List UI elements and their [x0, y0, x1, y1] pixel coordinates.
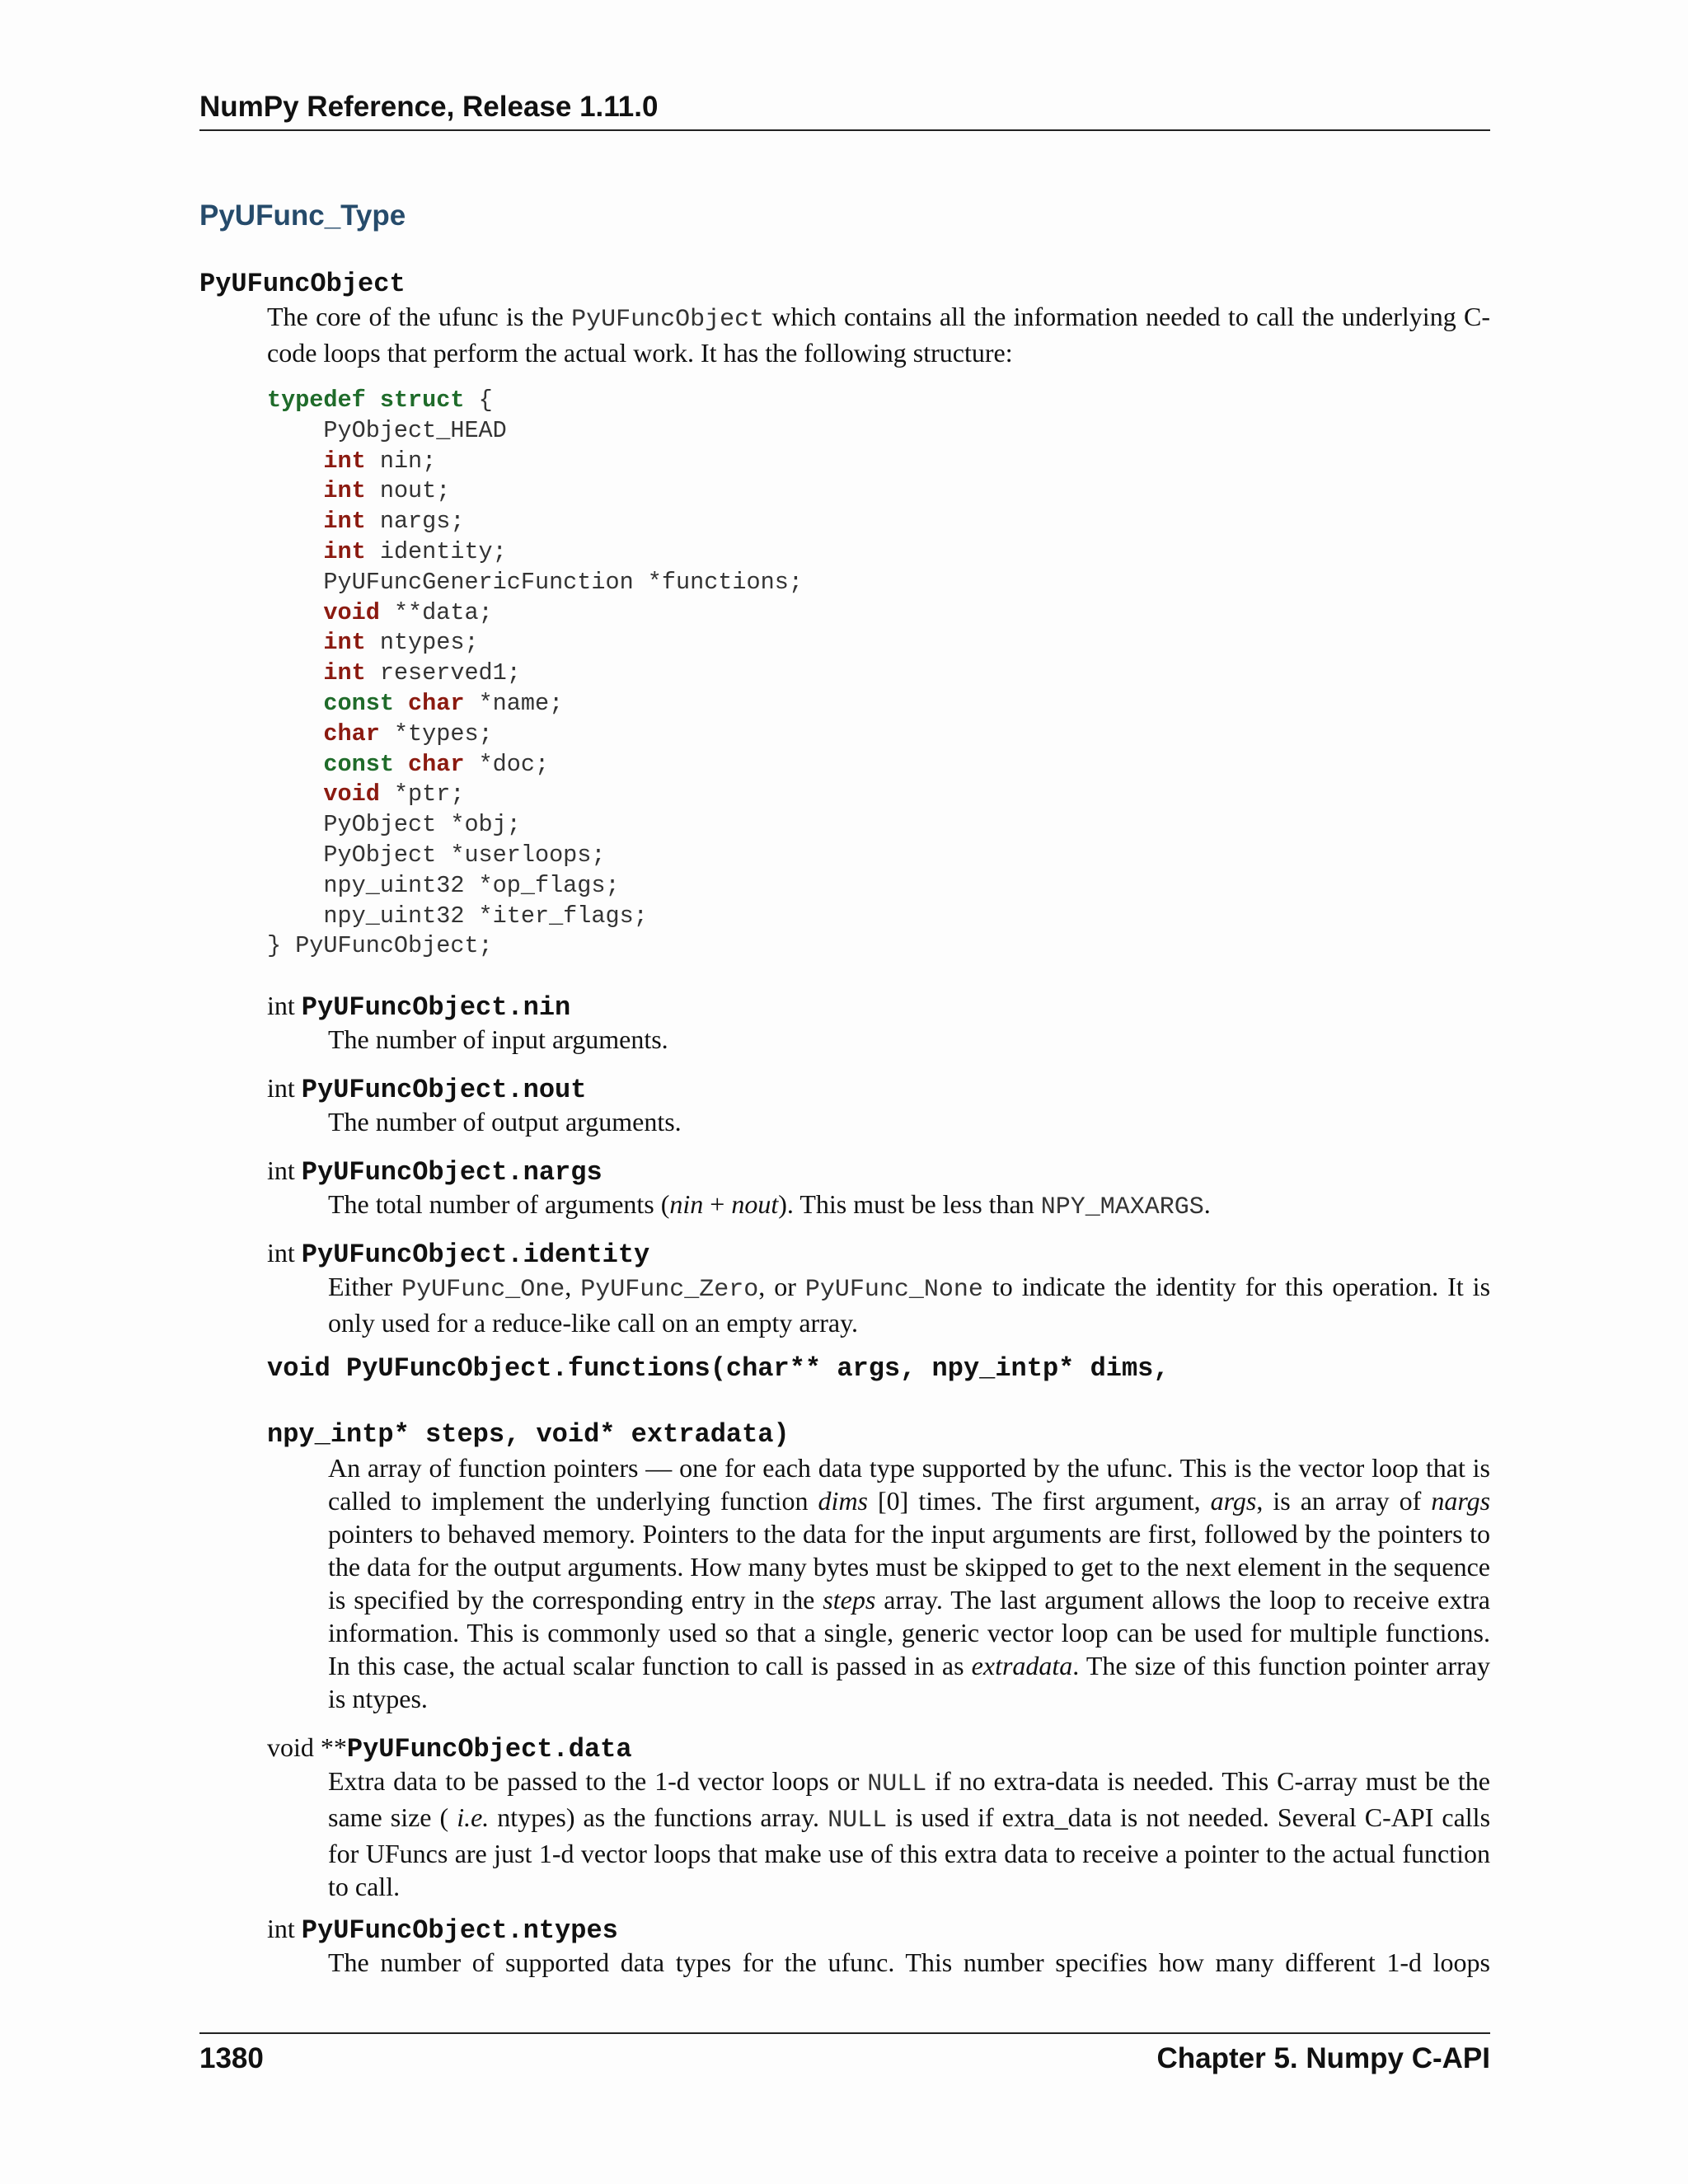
object-signature: PyUFuncObject	[199, 269, 406, 299]
text: pointers to behaved memory. Pointers to the data for the input arguments are first, followed by the pointers to the data for the output arguments. How many bytes must be skipped to get to the next element in the sequence is specified by the corresponding entry in the	[328, 1519, 1490, 1615]
member-nout-signature	[267, 1073, 586, 1105]
text: The total number of arguments (	[328, 1189, 670, 1219]
code-line	[267, 872, 620, 899]
code-line	[267, 538, 507, 565]
text: [0] times. The first argument,	[868, 1486, 1211, 1516]
member-type: int	[267, 991, 302, 1020]
text: Extra data to be passed to the 1-d vector loops or	[328, 1766, 868, 1796]
code-keyword: const	[323, 689, 394, 717]
code-text: } PyUFuncObject;	[267, 932, 493, 960]
constant-name: PyUFunc_None	[804, 1276, 983, 1304]
code-line	[267, 387, 493, 414]
text-italic: nargs	[1431, 1486, 1491, 1516]
code-text: PyObject_HEAD	[323, 416, 507, 444]
object-desc-text: The core of the ufunc is the	[267, 302, 572, 331]
member-data-description	[328, 1765, 1490, 1903]
constant-name: PyUFunc_One	[401, 1276, 565, 1304]
code-keyword: int	[323, 508, 366, 536]
code-text: nargs;	[365, 508, 465, 536]
code-text: *types;	[379, 719, 493, 748]
code-line	[267, 417, 507, 444]
member-functions-signature-line2: npy_intp* steps, void* extradata)	[267, 1419, 790, 1450]
header-rule	[199, 129, 1490, 131]
code-line	[267, 841, 605, 869]
code-text: npy_uint32 *op_flags;	[323, 871, 620, 899]
text-italic: steps	[823, 1585, 876, 1615]
text: Either	[328, 1272, 402, 1301]
member-ntypes-description: The number of supported data types for the ufunc. This number specifies how many different 1-d loops	[328, 1947, 1490, 1977]
page-number: 1380	[199, 2042, 264, 2074]
member-nout-description: The number of output arguments.	[328, 1107, 682, 1137]
code-keyword: typedef	[267, 387, 366, 414]
member-ntypes-signature	[267, 1914, 618, 1946]
code-text	[394, 690, 408, 717]
member-name: PyUFuncObject.nout	[301, 1075, 587, 1105]
code-keyword: int	[323, 447, 366, 475]
text: ). This must be less than	[778, 1189, 1041, 1219]
constant-name: NULL	[867, 1770, 927, 1798]
member-nin-description: The number of input arguments.	[328, 1024, 668, 1054]
text-italic: extradata	[971, 1651, 1073, 1680]
code-keyword: char	[408, 689, 465, 717]
member-type: int	[267, 1073, 302, 1103]
footer-rule	[199, 2032, 1490, 2034]
code-text: *doc;	[464, 750, 550, 778]
code-keyword: int	[323, 537, 366, 565]
member-nin-signature	[267, 991, 570, 1023]
code-text: identity;	[365, 537, 507, 565]
text: to indicate the identity for this operation. It is only used for a reduce-like call on an empty array.	[328, 1272, 1491, 1338]
code-text: nout;	[365, 477, 451, 505]
code-line	[267, 477, 450, 504]
code-text: *name;	[464, 689, 564, 717]
constant-name: PyUFunc_Zero	[580, 1276, 759, 1304]
code-line	[267, 811, 521, 838]
member-identity-signature	[267, 1238, 649, 1270]
code-text: reserved1;	[365, 659, 521, 687]
member-type: int	[267, 1155, 302, 1185]
member-type: int	[267, 1914, 302, 1943]
text: is used if extra_data is not needed. Several C-API calls for UFuncs are just 1-d vector loops that make use of this extra data to receive a pointer to the actual function to call.	[328, 1802, 1491, 1901]
code-text	[366, 387, 380, 414]
member-nargs-signature	[267, 1155, 603, 1188]
text: An array of function pointers — one for each data type supported by the ufunc. This is the vector loop that is called to implement the underlying function	[328, 1453, 1490, 1516]
code-keyword: void	[323, 598, 380, 626]
member-type: int	[267, 1238, 302, 1268]
code-line	[267, 659, 521, 687]
code-text: *ptr;	[379, 780, 465, 808]
text: , or	[758, 1272, 805, 1301]
code-line	[267, 448, 436, 475]
code-line	[267, 569, 803, 596]
text: ntypes) as the functions array.	[489, 1802, 828, 1832]
section-title: PyUFunc_Type	[199, 199, 406, 232]
code-keyword: void	[323, 780, 380, 808]
code-line	[267, 902, 648, 930]
member-name: PyUFuncObject.nin	[301, 992, 571, 1023]
code-text: ntypes;	[365, 629, 479, 657]
object-desc-text-2: which contains all the information needed to call the underlying C-code loops that perform the actual work. It has the following structure:	[267, 302, 1491, 368]
code-keyword: int	[323, 659, 366, 687]
object-description	[267, 300, 1490, 369]
code-keyword: char	[408, 750, 465, 778]
member-functions-signature-line1: void PyUFuncObject.functions(char** args, npy_intp* dims,	[267, 1353, 1170, 1384]
text-italic: i.e.	[457, 1802, 490, 1832]
code-keyword: int	[323, 629, 366, 657]
code-keyword: char	[323, 719, 380, 748]
code-text: **data;	[379, 598, 493, 626]
code-line	[267, 932, 493, 959]
code-line	[267, 780, 464, 808]
code-keyword: struct	[379, 387, 465, 414]
code-text: nin;	[365, 447, 437, 475]
text-italic: nin	[669, 1189, 704, 1219]
code-keyword: const	[323, 750, 394, 778]
code-keyword: int	[323, 477, 366, 505]
code-text: PyObject *obj;	[323, 811, 521, 839]
member-data-signature	[267, 1732, 632, 1765]
code-text: {	[464, 387, 493, 414]
running-header: NumPy Reference, Release 1.11.0	[199, 91, 659, 123]
member-name: PyUFuncObject.nargs	[301, 1157, 603, 1188]
text-italic: nout	[731, 1189, 779, 1219]
struct-code-block	[267, 386, 803, 962]
code-text: PyObject *userloops;	[323, 841, 606, 869]
text: if no extra-data is needed. This C-array must be the same size (	[328, 1766, 1491, 1832]
chapter-title: Chapter 5. Numpy C-API	[1156, 2042, 1490, 2074]
text: ,	[565, 1272, 581, 1301]
text-italic: args	[1210, 1486, 1257, 1516]
member-name: PyUFuncObject.identity	[301, 1240, 650, 1270]
text-italic: dims	[818, 1486, 868, 1516]
code-line	[267, 599, 493, 626]
constant-name: NPY_MAXARGS	[1040, 1193, 1204, 1221]
code-line	[267, 508, 464, 535]
member-identity-description	[328, 1270, 1490, 1339]
code-line	[267, 629, 479, 656]
code-text: npy_uint32 *iter_flags;	[323, 902, 648, 930]
member-name: PyUFuncObject.ntypes	[301, 1915, 618, 1946]
code-text: PyUFuncGenericFunction *functions;	[323, 568, 803, 596]
text: +	[703, 1189, 732, 1219]
object-link[interactable]: PyUFuncObject	[571, 306, 765, 334]
text: . The size of this function pointer array is ntypes.	[328, 1651, 1491, 1713]
member-name: PyUFuncObject.data	[346, 1734, 632, 1765]
code-text	[394, 751, 408, 778]
constant-name: NULL	[828, 1807, 888, 1835]
text: .	[1203, 1189, 1211, 1219]
code-line	[267, 720, 493, 748]
member-nargs-description	[328, 1188, 1490, 1224]
text: array. The last argument allows the loop to receive extra information. This is commonly used so that a single, generic vector loop can be used for multiple functions. In this case, the actual scalar function to call is passed in as	[328, 1585, 1490, 1680]
member-type: void **	[267, 1732, 347, 1762]
text: , is an array of	[1256, 1486, 1432, 1516]
member-functions-description	[328, 1451, 1490, 1715]
code-line	[267, 690, 563, 717]
code-line	[267, 751, 549, 778]
